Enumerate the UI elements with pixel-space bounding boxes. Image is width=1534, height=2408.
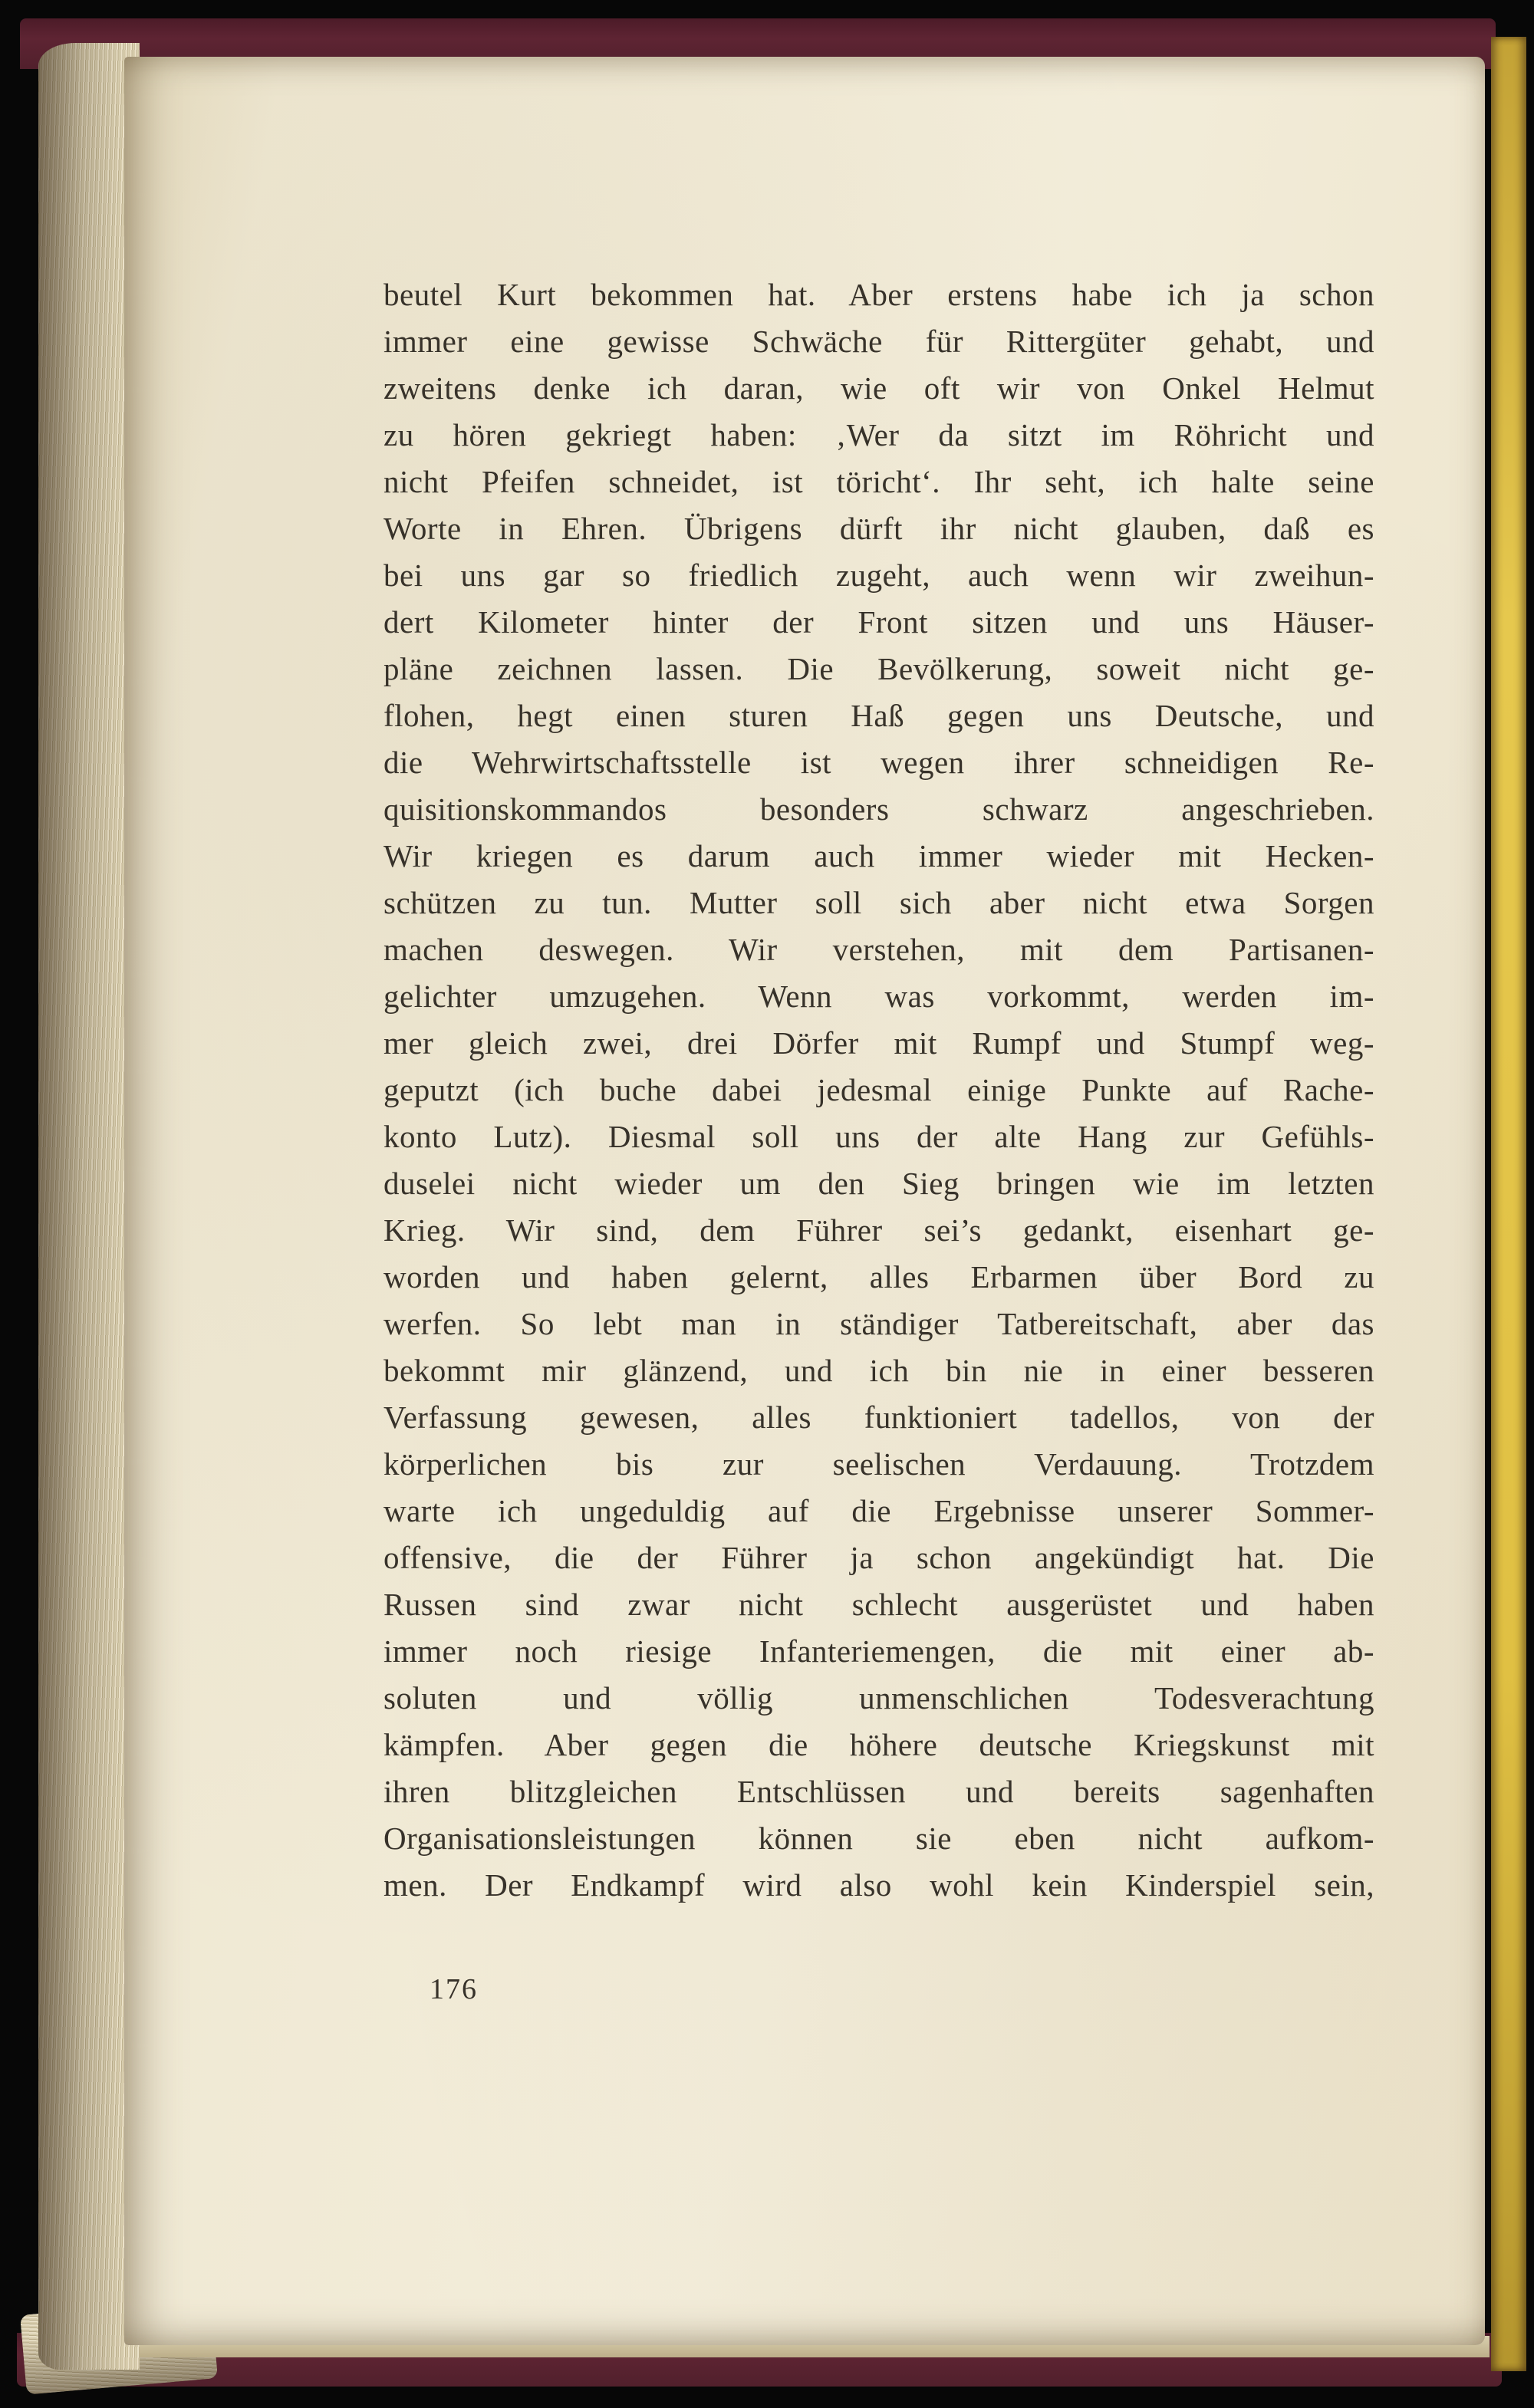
text-line: bei uns gar so friedlich zugeht, auch wenn wir zweihun-: [384, 558, 1374, 593]
book-edge-right-yellow: [1491, 37, 1526, 2371]
text-line: kämpfen. Aber gegen die höhere deutsche Kriegskunst mit: [384, 1727, 1374, 1762]
text-line: Verfassung gewesen, alles funktioniert tadellos, von der: [384, 1400, 1374, 1435]
text-line: nicht Pfeifen schneidet, ist töricht‘. Ihr seht, ich halte seine: [384, 464, 1374, 499]
text-line: dert Kilometer hinter der Front sitzen und uns Häuser-: [384, 604, 1374, 640]
text-line: ihren blitzgleichen Entschlüssen und bereits sagenhaften: [384, 1774, 1374, 1809]
text-line: men. Der Endkampf wird also wohl kein Kinderspiel sein,: [384, 1867, 1374, 1903]
text-line: Wir kriegen es darum auch immer wieder mit Hecken-: [384, 838, 1374, 873]
text-line: warte ich ungeduldig auf die Ergebnisse unserer Sommer-: [384, 1493, 1374, 1528]
text-line: körperlichen bis zur seelischen Verdauung. Trotzdem: [384, 1446, 1374, 1482]
text-line: machen deswegen. Wir verstehen, mit dem Partisanen-: [384, 932, 1374, 967]
page-text-block: [384, 271, 1374, 1909]
text-line: immer noch riesige Infanteriemengen, die mit einer ab-: [384, 1633, 1374, 1669]
text-line: Russen sind zwar nicht schlecht ausgerüstet und haben: [384, 1587, 1374, 1622]
text-line: mer gleich zwei, drei Dörfer mit Rumpf und Stumpf weg-: [384, 1025, 1374, 1061]
text-line: konto Lutz). Diesmal soll uns der alte Hang zur Gefühls-: [384, 1119, 1374, 1154]
text-line: Organisationsleistungen können sie eben nicht aufkom-: [384, 1821, 1374, 1856]
text-line: immer eine gewisse Schwäche für Rittergüter gehabt, und: [384, 324, 1374, 359]
text-line: duselei nicht wieder um den Sieg bringen wie im letzten: [384, 1166, 1374, 1201]
text-line: gelichter umzugehen. Wenn was vorkommt, werden im-: [384, 979, 1374, 1014]
book-page: [124, 57, 1485, 2345]
text-line: zu hören gekriegt haben: ‚Wer da sitzt im Röhricht und: [384, 417, 1374, 452]
text-line: zweitens denke ich daran, wie oft wir von Onkel Helmut: [384, 370, 1374, 406]
text-line: bekommt mir glänzend, und ich bin nie in einer besseren: [384, 1353, 1374, 1388]
text-line: geputzt (ich buche dabei jedesmal einige Punkte auf Rache-: [384, 1072, 1374, 1107]
text-line: flohen, hegt einen sturen Haß gegen uns Deutsche, und: [384, 698, 1374, 733]
text-line: die Wehrwirtschaftsstelle ist wegen ihrer schneidigen Re-: [384, 745, 1374, 780]
text-line: pläne zeichnen lassen. Die Bevölkerung, soweit nicht ge-: [384, 651, 1374, 686]
text-line: schützen zu tun. Mutter soll sich aber nicht etwa Sorgen: [384, 885, 1374, 920]
text-line: offensive, die der Führer ja schon angekündigt hat. Die: [384, 1540, 1374, 1575]
text-line: worden und haben gelernt, alles Erbarmen über Bord zu: [384, 1259, 1374, 1294]
text-line: Worte in Ehren. Übrigens dürft ihr nicht glauben, daß es: [384, 511, 1374, 546]
text-line: werfen. So lebt man in ständiger Tatbereitschaft, aber das: [384, 1306, 1374, 1341]
text-line: soluten und völlig unmenschlichen Todesverachtung: [384, 1680, 1374, 1716]
text-line: quisitionskommandos besonders schwarz angeschrieben.: [384, 791, 1374, 827]
text-line: beutel Kurt bekommen hat. Aber erstens habe ich ja schon: [384, 277, 1374, 312]
text-line: Krieg. Wir sind, dem Führer sei’s gedankt, eisenhart ge-: [384, 1212, 1374, 1248]
page-number: 176: [430, 1973, 478, 2005]
